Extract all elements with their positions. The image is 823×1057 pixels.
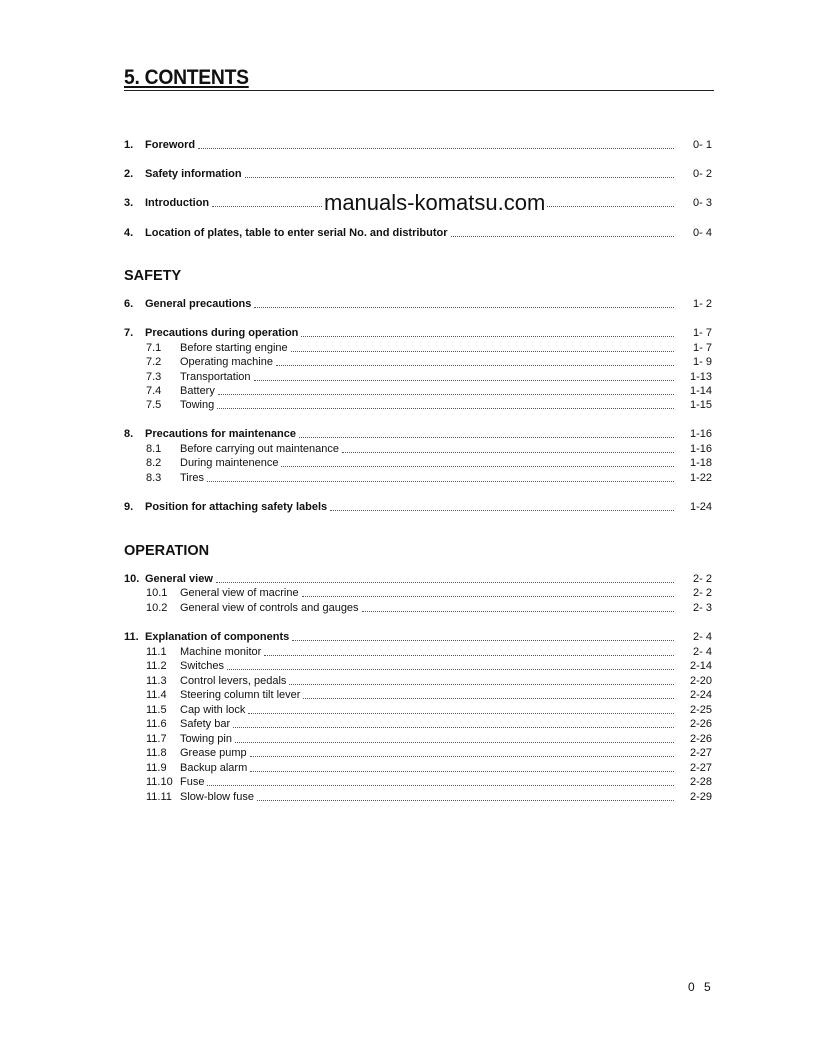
entry-title: Control levers, pedals (180, 675, 287, 687)
toc-entry (124, 427, 712, 441)
dot-leader (281, 466, 674, 467)
entry-page: 2-27 (689, 762, 712, 774)
dot-leader (216, 582, 674, 583)
entry-number: 8.2 (146, 457, 162, 469)
entry-page: 2- 2 (693, 587, 712, 599)
entry-number: 11.4 (146, 689, 167, 701)
entry-page: 1-24 (689, 501, 712, 513)
entry-page: 0- 2 (693, 168, 712, 180)
toc-entry (124, 384, 712, 398)
entry-number: 10.2 (146, 602, 168, 614)
dot-leader (207, 481, 674, 482)
dot-leader (289, 684, 674, 685)
toc-entry (124, 790, 712, 804)
entry-title: Slow-blow fuse (180, 791, 254, 803)
entry-title: Before starting engine (180, 342, 288, 354)
entry-title: Safety information (145, 168, 242, 180)
entry-page: 1-14 (689, 385, 712, 397)
entry-title: Towing (180, 399, 215, 411)
entry-number: 10. (124, 573, 140, 585)
entry-title: Precautions during operation (145, 327, 299, 339)
entry-number: 8.3 (146, 472, 162, 484)
watermark: manuals-komatsu.com (324, 190, 546, 215)
dot-leader (291, 351, 674, 352)
entry-title: General view of controls and gauges (180, 602, 359, 614)
entry-number: 11.11 (146, 791, 172, 803)
toc-entry (124, 226, 712, 240)
entry-number: 7. (124, 327, 134, 339)
entry-title: General precautions (145, 298, 252, 310)
entry-page: 1-18 (689, 457, 712, 469)
entry-title: Backup alarm (180, 762, 248, 774)
entry-title: Steering column tilt lever (180, 689, 301, 701)
dot-leader (233, 727, 674, 728)
entry-title: Battery (180, 385, 215, 397)
dot-leader (217, 408, 674, 409)
entry-title: General view (145, 573, 213, 585)
entry-title: Fuse (180, 776, 205, 788)
entry-page: 2- 3 (693, 602, 712, 614)
entry-number: 7.4 (146, 385, 162, 397)
toc-entry (124, 732, 712, 746)
toc-entry (124, 645, 712, 659)
dot-leader (301, 336, 674, 337)
dot-leader (198, 148, 674, 149)
entry-page: 2- 4 (693, 631, 712, 643)
toc-entry (124, 456, 712, 470)
dot-leader (292, 640, 674, 641)
entry-number: 7.3 (146, 371, 162, 383)
entry-number: 11.10 (146, 776, 173, 788)
entry-title: Transportation (180, 371, 251, 383)
entry-number: 11.3 (146, 675, 167, 687)
toc-entry (124, 341, 712, 355)
dot-leader (299, 437, 674, 438)
page-title: 5. CONTENTS (124, 66, 249, 89)
toc-entry (124, 471, 712, 485)
entry-page: 2-29 (689, 791, 712, 803)
entry-number: 9. (124, 501, 134, 513)
entry-title: Switches (180, 660, 225, 672)
section-heading: OPERATION (124, 543, 210, 559)
entry-number: 11.8 (146, 747, 167, 759)
entry-page: 2-27 (689, 747, 712, 759)
entry-title: Introduction (145, 197, 210, 209)
toc-entry (124, 572, 712, 586)
entry-number: 11.1 (146, 646, 167, 658)
entry-number: 10.1 (146, 587, 168, 599)
toc-entry (124, 297, 712, 311)
entry-number: 11.2 (146, 660, 167, 672)
toc-entry (124, 659, 712, 673)
entry-page: 2-26 (689, 733, 712, 745)
title-rule (124, 90, 714, 91)
toc-entry (124, 586, 712, 600)
toc-entry (124, 167, 712, 181)
entry-page: 2-14 (689, 660, 712, 672)
toc-entry (124, 326, 712, 340)
entry-number: 11.6 (146, 718, 167, 730)
entry-title: Machine monitor (180, 646, 262, 658)
entry-title: Operating machine (180, 356, 273, 368)
entry-page: 1-13 (689, 371, 712, 383)
dot-leader (227, 669, 674, 670)
dot-leader (264, 655, 674, 656)
toc-entry (124, 500, 712, 514)
section-heading: SAFETY (124, 268, 182, 284)
entry-title: General view of macrine (180, 587, 299, 599)
entry-number: 11.7 (146, 733, 167, 745)
entry-page: 2- 2 (693, 573, 712, 585)
toc-entry (124, 630, 712, 644)
entry-title: Explanation of components (145, 631, 290, 643)
dot-leader (245, 177, 674, 178)
dot-leader (303, 698, 674, 699)
dot-leader (254, 307, 674, 308)
entry-page: 2-24 (689, 689, 712, 701)
entry-page: 2- 4 (693, 646, 712, 658)
entry-page: 2-25 (689, 704, 712, 716)
entry-number: 7.1 (146, 342, 162, 354)
dot-leader (342, 452, 674, 453)
entry-number: 1. (124, 139, 134, 151)
dot-leader (257, 800, 674, 801)
dot-leader (254, 380, 674, 381)
entry-number: 8.1 (146, 443, 162, 455)
dot-leader (276, 365, 674, 366)
entry-number: 11.9 (146, 762, 167, 774)
toc-entry (124, 601, 712, 615)
entry-number: 11. (124, 631, 139, 643)
entry-number: 4. (124, 227, 134, 239)
entry-title: Towing pin (180, 733, 232, 745)
toc-entry (124, 703, 712, 717)
entry-page: 1- 9 (693, 356, 712, 368)
toc-entry (124, 746, 712, 760)
entry-number: 6. (124, 298, 134, 310)
dot-leader (330, 510, 674, 511)
entry-title: Position for attaching safety labels (145, 501, 328, 513)
entry-title: Cap with lock (180, 704, 246, 716)
toc-entry (124, 370, 712, 384)
entry-page: 1-15 (689, 399, 712, 411)
toc-entry (124, 761, 712, 775)
entry-page: 1-16 (689, 428, 712, 440)
entry-number: 8. (124, 428, 134, 440)
dot-leader (248, 713, 674, 714)
entry-title: Foreword (145, 139, 196, 151)
entry-page: 0- 4 (693, 227, 712, 239)
toc-entry (124, 355, 712, 369)
dot-leader (451, 236, 674, 237)
entry-title: Location of plates, table to enter serial No. and distributor (145, 227, 448, 239)
page-number: 0 5 (688, 980, 714, 994)
dot-leader (250, 771, 674, 772)
entry-page: 2-28 (689, 776, 712, 788)
dot-leader (207, 785, 674, 786)
toc-entry (124, 775, 712, 789)
entry-page: 1-22 (689, 472, 712, 484)
toc-entry (124, 674, 712, 688)
entry-number: 7.5 (146, 399, 162, 411)
entry-page: 0- 1 (693, 139, 712, 151)
dot-leader (250, 756, 674, 757)
entry-title: During maintenence (180, 457, 279, 469)
entry-page: 2-20 (689, 675, 712, 687)
entry-title: Safety bar (180, 718, 231, 730)
toc-entry (124, 688, 712, 702)
entry-page: 1-16 (689, 443, 712, 455)
dot-leader (362, 611, 674, 612)
entry-title: Tires (180, 472, 205, 484)
entry-title: Precautions for maintenance (145, 428, 296, 440)
entry-page: 0- 3 (693, 197, 712, 209)
entry-page: 1- 7 (693, 342, 712, 354)
entry-page: 1- 7 (693, 327, 712, 339)
entry-number: 11.5 (146, 704, 167, 716)
entry-title: Before carrying out maintenance (180, 443, 339, 455)
toc-entry (124, 138, 712, 152)
entry-title: Grease pump (180, 747, 247, 759)
toc-entry (124, 442, 712, 456)
dot-leader (235, 742, 674, 743)
entry-page: 1- 2 (693, 298, 712, 310)
entry-number: 2. (124, 168, 134, 180)
dot-leader (218, 394, 674, 395)
dot-leader (302, 596, 674, 597)
toc-entry (124, 717, 712, 731)
entry-page: 2-26 (689, 718, 712, 730)
entry-number: 7.2 (146, 356, 162, 368)
entry-number: 3. (124, 197, 134, 209)
toc-entry (124, 398, 712, 412)
